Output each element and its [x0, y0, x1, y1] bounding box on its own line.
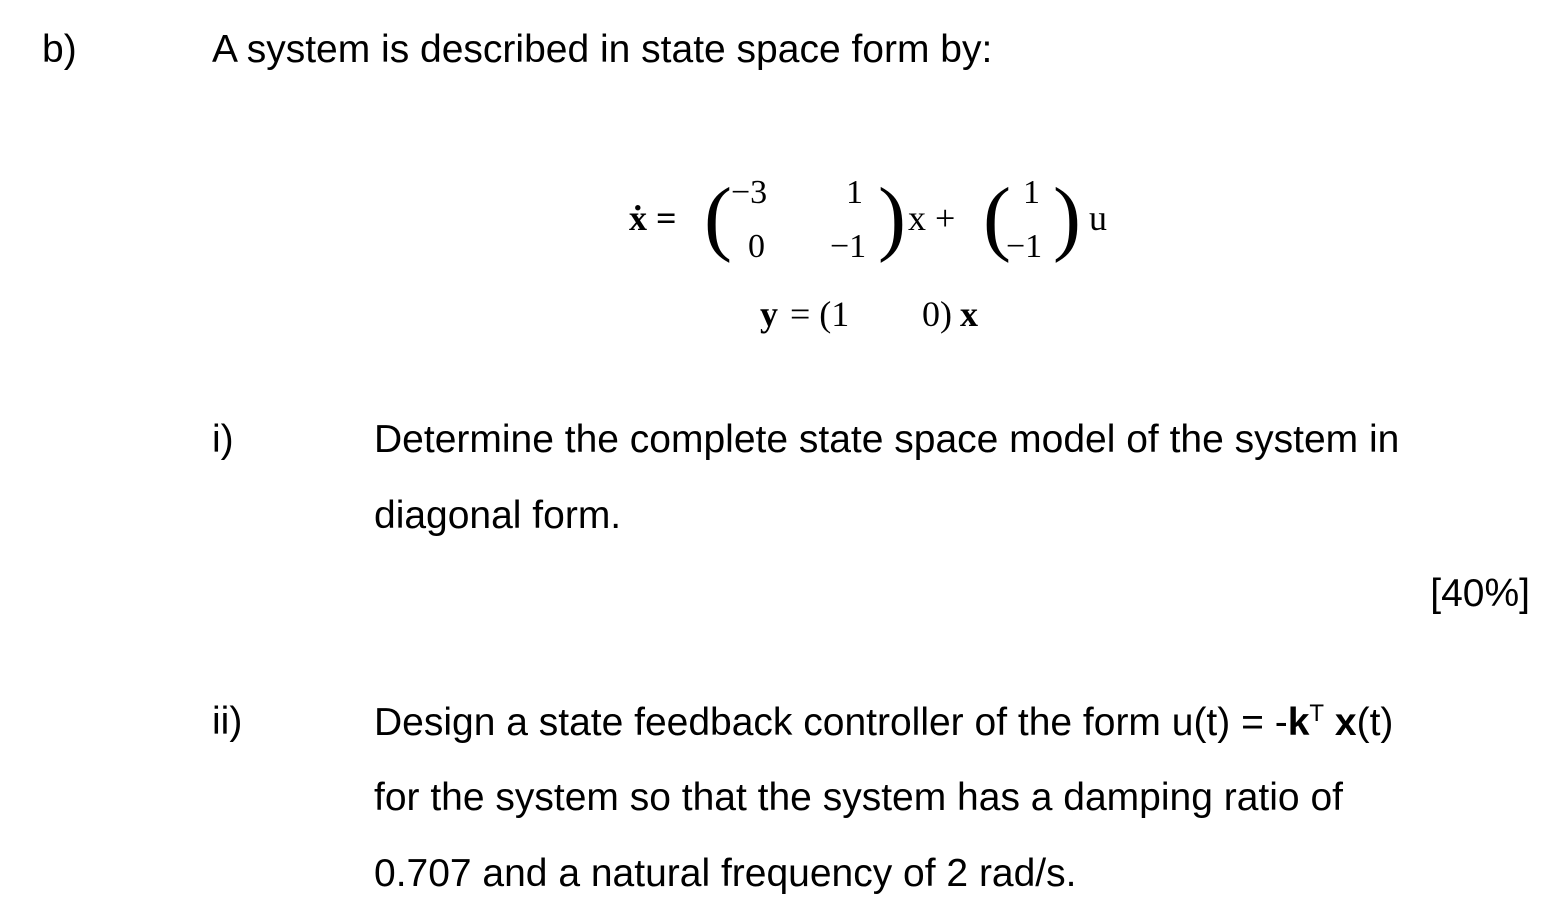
matrix-a-11: −3 [731, 174, 768, 211]
q1-marks: [40%] [1430, 572, 1530, 615]
q2-line1 [374, 702, 1393, 742]
c-second: 0) [922, 294, 952, 334]
matrix-a-left-paren: ( [704, 171, 732, 264]
problem-intro: A system is described in state space form by: [212, 28, 993, 71]
xdot-lhs: ẋ = [629, 198, 677, 238]
y-equals-c1: = (1 [790, 294, 850, 334]
q2-line3: 0.707 and a natural frequency of 2 rad/s. [374, 852, 1077, 895]
matrix-b-left-paren: ( [983, 171, 1011, 264]
k-vector: k [1287, 701, 1310, 744]
problem-part-label: b) [42, 28, 77, 71]
q1-line2: diagonal form. [374, 494, 622, 537]
y-x: x [960, 294, 978, 334]
y-lhs: y [760, 294, 778, 334]
matrix-a-21: 0 [748, 228, 765, 265]
x-plus: x + [908, 198, 956, 238]
matrix-b-1: 1 [1023, 174, 1040, 211]
q2-line1-post: (t) [1356, 701, 1394, 744]
input-u: u [1089, 198, 1107, 238]
transpose-superscript: T [1309, 700, 1325, 727]
q2-label: ii) [212, 700, 243, 743]
q1-line1: Determine the complete state space model of the system in [374, 418, 1400, 461]
matrix-b-2: −1 [1006, 228, 1043, 265]
q2-line2: for the system so that the system has a damping ratio of [374, 776, 1343, 819]
q1-label: i) [212, 418, 234, 461]
matrix-b-right-paren: ) [1053, 171, 1081, 264]
x-vector: x [1334, 701, 1357, 744]
q2-line1-pre: Design a state feedback controller of the form u(t) = - [374, 701, 1288, 744]
matrix-a-12: 1 [846, 174, 863, 211]
matrix-a-22: −1 [830, 228, 867, 265]
matrix-a-right-paren: ) [878, 171, 906, 264]
